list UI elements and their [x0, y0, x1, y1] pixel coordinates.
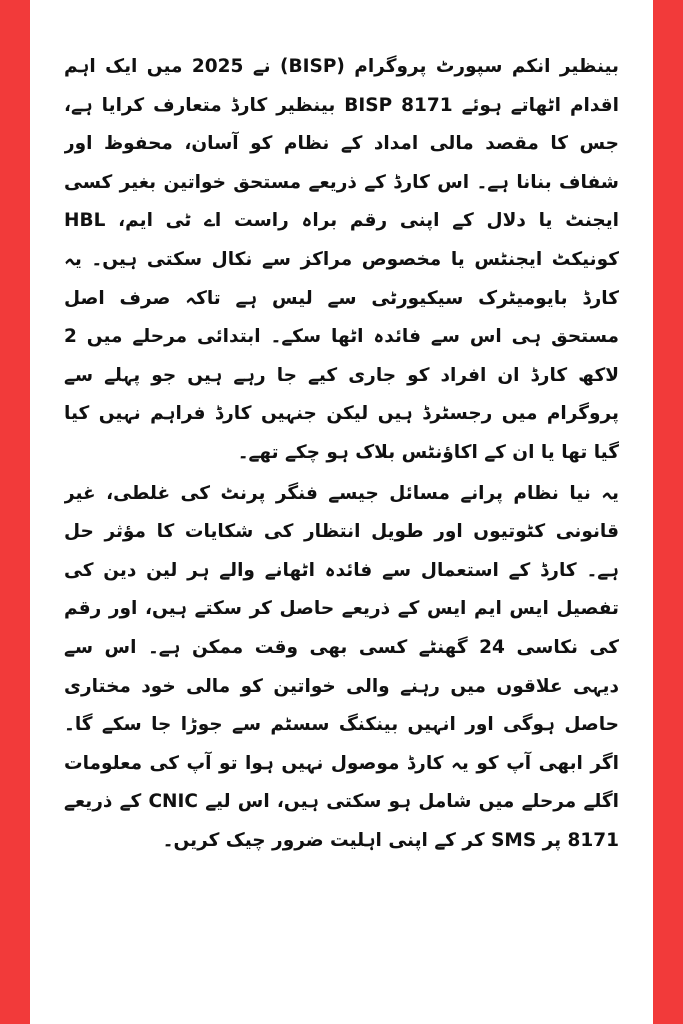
article-body [64, 48, 619, 1004]
right-red-border [653, 0, 683, 1024]
article-paragraph-2: یہ نیا نظام پرانے مسائل جیسے فنگر پرنٹ کی غلطی، غیر قانونی کٹوتیوں اور طویل انتظار کی شکایات کا مؤثر حل ہے۔ کارڈ کے استعمال سے فائدہ اٹھانے والے ہر لین دین کی تفصیل ایس ایم ایس کے ذریعے حاصل کر سکتے ہیں، اور رقم کی نکاسی 24 گھنٹے کسی بھی وقت ممکن ہے۔ اس سے دیہی علاقوں میں رہنے والی خواتین کو مالی خود مختاری حاصل ہوگی اور انہیں بینکنگ سسٹم سے جوڑا جا سکے گا۔ اگر ابھی آپ کو یہ کارڈ موصول نہیں ہوا تو آپ کی معلومات اگلے مرحلے میں شامل ہو سکتی ہیں، اس لیے CNIC کے ذریعے 8171 پر SMS کر کے اپنی اہلیت ضرور چیک کریں۔ [64, 482, 619, 851]
article-paragraph-1: بینظیر انکم سپورٹ پروگرام (BISP) نے 2025 میں ایک اہم اقدام اٹھاتے ہوئے BISP 8171 بینظیر کارڈ متعارف کرایا ہے، جس کا مقصد مالی امداد کے نظام کو آسان، محفوظ اور شفاف بنانا ہے۔ اس کارڈ کے ذریعے مستحق خواتین بغیر کسی ایجنٹ یا دلال کے اپنی رقم براہ راست اے ٹی ایم، HBL کونیکٹ ایجنٹس یا مخصوص مراکز سے نکال سکتی ہیں۔ یہ کارڈ بایومیٹرک سیکیورٹی سے لیس ہے تاکہ صرف اصل مستحق ہی اس سے فائدہ اٹھا سکے۔ ابتدائی مرحلے میں 2 لاکھ کارڈ ان افراد کو جاری کیے جا رہے ہیں جو پہلے سے پروگرام میں رجسٹرڈ ہیں لیکن جنہیں کارڈ فراہم نہیں کیا گیا تھا یا ان کے اکاؤنٹس بلاک ہو چکے تھے۔ [64, 56, 619, 463]
left-red-border [0, 0, 30, 1024]
